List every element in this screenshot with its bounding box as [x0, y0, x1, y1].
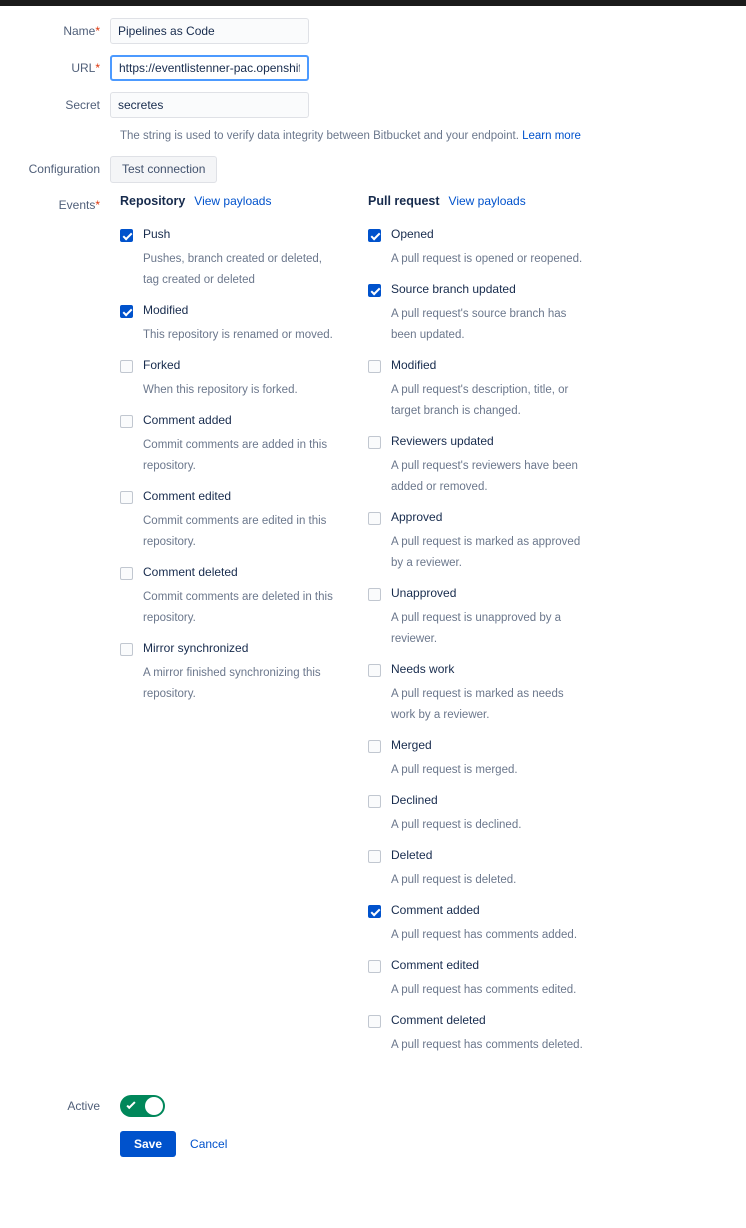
event-header — [120, 489, 368, 504]
checkbox-repository-modified[interactable] — [120, 305, 133, 318]
save-button[interactable]: Save — [120, 1131, 176, 1157]
checkbox-pr-opened[interactable] — [368, 229, 381, 242]
event-header — [120, 303, 368, 318]
event-description: A mirror finished synchronizing this repository. — [143, 667, 321, 700]
url-field-row — [0, 55, 746, 81]
webhook-form — [0, 6, 746, 1175]
events-section — [0, 194, 746, 1068]
secret-label — [0, 92, 110, 118]
event-label: Forked — [143, 358, 181, 372]
event-header — [368, 282, 618, 297]
event-description: When this repository is forked. — [143, 384, 298, 396]
event-label: Approved — [391, 510, 443, 524]
pull-request-column-title: Pull request — [368, 194, 440, 208]
event-description: A pull request is opened or reopened. — [391, 253, 583, 265]
event-description: Commit comments are deleted in this repository. — [143, 591, 333, 624]
event-description: A pull request has comments edited. — [391, 984, 577, 996]
checkbox-pr-deleted[interactable] — [368, 850, 381, 863]
checkbox-repository-comment-edited[interactable] — [120, 491, 133, 504]
event-header — [120, 565, 368, 580]
url-label — [0, 55, 110, 81]
events-columns — [110, 194, 746, 1068]
repository-view-payloads-link[interactable]: View payloads — [194, 194, 272, 208]
event-label: Merged — [391, 738, 432, 752]
configuration-label — [0, 156, 110, 182]
name-label-text: Name — [63, 24, 96, 38]
test-connection-button[interactable]: Test connection — [110, 156, 217, 183]
event-item — [120, 227, 368, 291]
event-description: A pull request's source branch has been updated. — [391, 308, 567, 341]
cancel-button[interactable]: Cancel — [190, 1137, 228, 1151]
event-description: A pull request is declined. — [391, 819, 522, 831]
event-description: A pull request is merged. — [391, 764, 518, 776]
event-description: A pull request's reviewers have been added or removed. — [391, 460, 578, 493]
checkbox-pr-comment-edited[interactable] — [368, 960, 381, 973]
event-label: Deleted — [391, 848, 433, 862]
event-header — [368, 227, 618, 242]
secret-helper-text — [110, 129, 581, 143]
event-header — [368, 434, 618, 449]
event-description: A pull request has comments deleted. — [391, 1039, 583, 1051]
checkbox-pr-declined[interactable] — [368, 795, 381, 808]
event-item — [368, 662, 618, 726]
learn-more-link[interactable]: Learn more — [522, 130, 581, 142]
event-description: Pushes, branch created or deleted, tag created or deleted — [143, 253, 323, 286]
event-item — [368, 958, 618, 1001]
event-item — [368, 586, 618, 650]
event-label: Comment deleted — [143, 565, 238, 579]
event-header — [368, 510, 618, 525]
event-label: Opened — [391, 227, 434, 241]
event-label: Unapproved — [391, 586, 457, 600]
event-item — [368, 434, 618, 498]
event-header — [120, 227, 368, 242]
event-header — [368, 738, 618, 753]
event-item — [368, 793, 618, 836]
name-label — [0, 18, 110, 44]
url-input[interactable] — [110, 55, 309, 81]
event-header — [368, 662, 618, 677]
event-item — [120, 358, 368, 401]
checkbox-repository-forked[interactable] — [120, 360, 133, 373]
url-label-text: URL — [71, 61, 96, 75]
event-header — [368, 358, 618, 373]
event-label: Modified — [143, 303, 189, 317]
secret-field-row — [0, 92, 746, 118]
repository-column-header — [120, 194, 368, 208]
event-item — [368, 510, 618, 574]
event-label: Source branch updated — [391, 282, 516, 296]
event-label: Comment edited — [143, 489, 232, 503]
event-header — [368, 793, 618, 808]
event-description: A pull request has comments added. — [391, 929, 578, 941]
checkbox-pr-source-branch-updated[interactable] — [368, 284, 381, 297]
event-header — [368, 586, 618, 601]
name-required-asterisk: * — [95, 24, 100, 38]
toggle-knob — [145, 1097, 163, 1115]
event-item — [120, 413, 368, 477]
event-header — [120, 413, 368, 428]
event-label: Push — [143, 227, 171, 241]
event-label: Comment added — [143, 413, 232, 427]
event-item — [120, 303, 368, 346]
events-label — [0, 194, 110, 212]
active-row — [0, 1095, 746, 1117]
url-required-asterisk: * — [95, 61, 100, 75]
event-item — [368, 282, 618, 346]
event-label: Modified — [391, 358, 437, 372]
event-description: Commit comments are added in this repository. — [143, 439, 328, 472]
event-header — [368, 1013, 618, 1028]
active-toggle[interactable] — [120, 1095, 165, 1117]
event-label: Declined — [391, 793, 438, 807]
checkbox-repository-push[interactable] — [120, 229, 133, 242]
event-label: Mirror synchronized — [143, 641, 249, 655]
event-item — [368, 903, 618, 946]
event-item — [120, 489, 368, 553]
events-required-asterisk: * — [95, 198, 100, 212]
event-item — [368, 358, 618, 422]
event-description: A pull request is unapproved by a reviewer. — [391, 612, 562, 645]
checkbox-pr-modified[interactable] — [368, 360, 381, 373]
secret-helper-row — [0, 129, 746, 143]
event-description: A pull request's description, title, or target branch is changed. — [391, 384, 569, 417]
event-description: This repository is renamed or moved. — [143, 329, 333, 341]
configuration-row — [0, 156, 746, 183]
event-header — [368, 848, 618, 863]
pull-request-column-header — [368, 194, 618, 208]
event-item — [120, 641, 368, 705]
checkbox-pr-unapproved[interactable] — [368, 588, 381, 601]
checkbox-pr-comment-deleted[interactable] — [368, 1015, 381, 1028]
event-item — [120, 565, 368, 629]
configuration-label-text: Configuration — [28, 162, 100, 176]
secret-input[interactable] — [110, 92, 309, 118]
event-header — [120, 641, 368, 656]
checkbox-repository-mirror-synchronized[interactable] — [120, 643, 133, 656]
event-description: A pull request is deleted. — [391, 874, 517, 886]
checkbox-repository-comment-added[interactable] — [120, 415, 133, 428]
event-label: Reviewers updated — [391, 434, 494, 448]
event-header — [368, 903, 618, 918]
event-label: Needs work — [391, 662, 455, 676]
repository-column-title: Repository — [120, 194, 186, 208]
event-item — [368, 227, 618, 270]
checkbox-pr-merged[interactable] — [368, 740, 381, 753]
form-actions — [0, 1131, 746, 1175]
event-item — [368, 1013, 618, 1056]
helper-spacer — [0, 129, 110, 143]
event-item — [368, 848, 618, 891]
active-label — [0, 1099, 110, 1113]
repository-events-column — [120, 194, 368, 1068]
event-description: Commit comments are edited in this repository. — [143, 515, 327, 548]
check-icon — [126, 1100, 135, 1109]
checkbox-pr-reviewers-updated[interactable] — [368, 436, 381, 449]
event-header — [368, 958, 618, 973]
name-field-row — [0, 18, 746, 44]
name-input[interactable] — [110, 18, 309, 44]
event-label: Comment added — [391, 903, 480, 917]
checkbox-pr-needs-work[interactable] — [368, 664, 381, 677]
event-item — [368, 738, 618, 781]
secret-label-text: Secret — [65, 98, 100, 112]
event-description: A pull request is marked as approved by a reviewer. — [391, 536, 581, 569]
event-label: Comment edited — [391, 958, 480, 972]
event-header — [120, 358, 368, 373]
event-description: A pull request is marked as needs work by a reviewer. — [391, 688, 564, 721]
events-label-text: Events — [58, 198, 96, 212]
checkbox-repository-comment-deleted[interactable] — [120, 567, 133, 580]
event-label: Comment deleted — [391, 1013, 486, 1027]
checkbox-pr-approved[interactable] — [368, 512, 381, 525]
pull-request-view-payloads-link[interactable]: View payloads — [448, 194, 526, 208]
secret-helper-message: The string is used to verify data integrity between Bitbucket and your endpoint. — [120, 130, 519, 142]
checkbox-pr-comment-added[interactable] — [368, 905, 381, 918]
active-label-text: Active — [67, 1099, 100, 1113]
pull-request-events-column — [368, 194, 618, 1068]
